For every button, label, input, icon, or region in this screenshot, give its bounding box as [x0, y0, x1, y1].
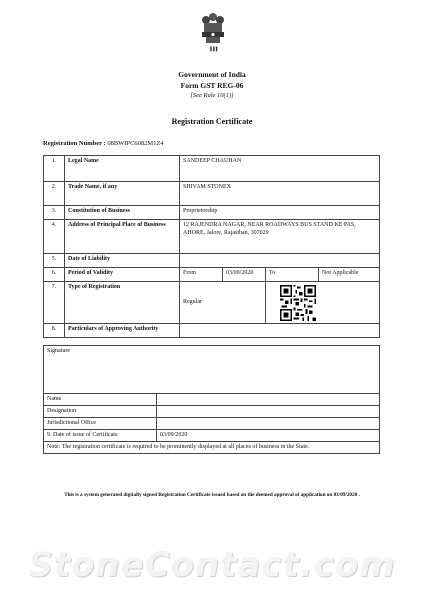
table-row: [44, 220, 380, 254]
qr-cell: [266, 282, 380, 324]
from-date: 03/09/2020: [223, 268, 266, 282]
constitution-value: Proprietorship: [180, 206, 380, 220]
name-label: Name: [44, 394, 157, 406]
rule-reference: [See Rule 10(1)]: [190, 92, 234, 99]
qr-code-icon: [280, 285, 316, 321]
table-row: [44, 394, 380, 406]
display-note: Note: The registration certificate is required to be prominently displayed at all places of business in the State.: [44, 442, 380, 454]
table-row: [44, 282, 380, 324]
from-label: From: [180, 268, 223, 282]
name-value: [157, 394, 380, 406]
row-number: 3.: [44, 206, 65, 220]
to-value: Not Applicable: [319, 268, 380, 282]
table-row: [44, 324, 380, 338]
approving-authority-value: [180, 324, 380, 338]
legal-name-value: SANDEEP CHAUHAN: [180, 156, 380, 182]
liability-value: [180, 254, 380, 268]
row-label: Constitution of Business: [65, 206, 180, 220]
issue-date-value: 03/09/2020: [157, 430, 380, 442]
government-title: Government of India: [178, 70, 246, 79]
row-label: Particulars of Approving Authority: [65, 324, 180, 338]
table-row: [44, 254, 380, 268]
signature-label: Signature: [44, 346, 380, 394]
row-number: 5.: [44, 254, 65, 268]
row-label: Type of Registration: [65, 282, 180, 324]
row-label: Period of Validity: [65, 268, 180, 282]
signature-table: [43, 345, 380, 454]
jurisdiction-value: [157, 418, 380, 430]
system-generated-footer: This is a system generated digitally signed Registration Certificate issued based on the deemed approval of application on 03/09/2020 .: [64, 492, 360, 498]
row-label: Address of Principal Place of Business: [65, 220, 180, 254]
trade-name-value: SHIVAM STONEX: [180, 182, 380, 206]
table-row: [44, 346, 380, 394]
table-row: [44, 156, 380, 182]
table-row: [44, 418, 380, 430]
table-row: [44, 442, 380, 454]
certificate-table: [43, 155, 380, 338]
registration-type-value: Regular: [180, 282, 266, 324]
certificate-title: Registration Certificate: [171, 117, 253, 126]
stonecontact-watermark: StoneContact.com: [28, 545, 396, 585]
form-title: Form GST REG-06: [180, 81, 244, 90]
table-row: [44, 206, 380, 220]
row-number: 2.: [44, 182, 65, 206]
row-number: 4.: [44, 220, 65, 254]
row-number: 8.: [44, 324, 65, 338]
row-number: 1.: [44, 156, 65, 182]
svg-text:▐▐▐: ▐▐▐: [208, 46, 218, 51]
designation-value: [157, 406, 380, 418]
table-row: [44, 268, 380, 282]
registration-number: [43, 140, 164, 147]
row-number: 6.: [44, 268, 65, 282]
issue-date-label: 9. Date of issue of Certificate: [44, 430, 157, 442]
row-label: Legal Name: [65, 156, 180, 182]
table-row: [44, 182, 380, 206]
row-label: Trade Name, if any: [65, 182, 180, 206]
row-number: 7.: [44, 282, 65, 324]
designation-label: Designation: [44, 406, 157, 418]
address-value: 12 RAJENDRA NAGAR, NEAR ROADWAYS BUS STAND KE PAS, AHORE, Jalore, Rajasthan, 307029: [180, 220, 380, 254]
table-row: [44, 406, 380, 418]
jurisdiction-label: Jurisdictional Office: [44, 418, 157, 430]
registration-number-value: 08BWIPC6082M1Z4: [107, 140, 164, 147]
registration-number-label: Registration Number :: [43, 140, 106, 147]
table-row: [44, 430, 380, 442]
row-label: Date of Liability: [65, 254, 180, 268]
national-emblem-icon: [198, 12, 228, 52]
to-label: To: [266, 268, 319, 282]
